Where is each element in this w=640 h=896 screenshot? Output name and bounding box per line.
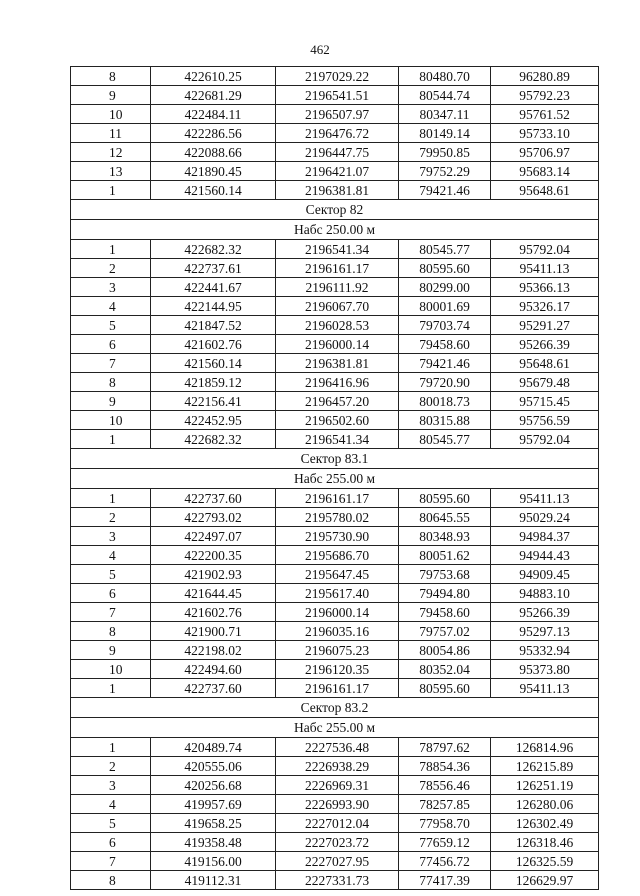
coord-local-y: 94984.37: [491, 527, 599, 546]
coord-y: 2195647.45: [276, 565, 399, 584]
table-row: [71, 603, 599, 622]
coord-y: 2196120.35: [276, 660, 399, 679]
point-number: 11: [71, 124, 151, 143]
coord-y: 2196541.34: [276, 240, 399, 259]
coord-x: 421890.45: [151, 162, 276, 181]
table-row: [71, 871, 599, 890]
coord-local-x: 80545.77: [399, 430, 491, 449]
point-number: 3: [71, 527, 151, 546]
coord-local-x: 78257.85: [399, 795, 491, 814]
coord-y: 2196161.17: [276, 489, 399, 508]
coord-x: 422737.60: [151, 679, 276, 698]
sector-height-row: [71, 469, 599, 489]
table-row: [71, 565, 599, 584]
point-number: 7: [71, 603, 151, 622]
coord-y: 2196000.14: [276, 335, 399, 354]
table-row: [71, 316, 599, 335]
coord-y: 2227331.73: [276, 871, 399, 890]
table-row: [71, 181, 599, 200]
coord-y: 2196416.96: [276, 373, 399, 392]
coord-local-y: 95792.23: [491, 86, 599, 105]
point-number: 6: [71, 833, 151, 852]
sector-title-row: [71, 200, 599, 220]
sector-title-row: [71, 698, 599, 718]
coord-local-y: 95648.61: [491, 354, 599, 373]
coord-x: 422286.56: [151, 124, 276, 143]
coord-local-y: 126325.59: [491, 852, 599, 871]
coord-local-x: 79421.46: [399, 354, 491, 373]
coord-local-y: 95715.45: [491, 392, 599, 411]
table-row: [71, 373, 599, 392]
coord-x: 422737.61: [151, 259, 276, 278]
point-number: 12: [71, 143, 151, 162]
point-number: 1: [71, 489, 151, 508]
coord-local-y: 95679.48: [491, 373, 599, 392]
coord-local-y: 95266.39: [491, 335, 599, 354]
coord-local-x: 79752.29: [399, 162, 491, 181]
coord-local-x: 78797.62: [399, 738, 491, 757]
coord-y: 2196541.51: [276, 86, 399, 105]
coord-x: 420489.74: [151, 738, 276, 757]
coord-x: 419358.48: [151, 833, 276, 852]
table-row: [71, 354, 599, 373]
table-row: [71, 240, 599, 259]
coord-x: 419156.00: [151, 852, 276, 871]
table-row: [71, 833, 599, 852]
table-row: [71, 86, 599, 105]
sector-title: Сектор 82: [71, 200, 599, 220]
coord-x: 422681.29: [151, 86, 276, 105]
coord-y: 2226993.90: [276, 795, 399, 814]
coord-local-x: 80595.60: [399, 679, 491, 698]
coord-y: 2195730.90: [276, 527, 399, 546]
coord-local-y: 95648.61: [491, 181, 599, 200]
coord-local-x: 80544.74: [399, 86, 491, 105]
coord-local-y: 95373.80: [491, 660, 599, 679]
point-number: 9: [71, 641, 151, 660]
table-row: [71, 124, 599, 143]
point-number: 6: [71, 335, 151, 354]
coord-x: 421602.76: [151, 603, 276, 622]
coord-local-x: 80352.04: [399, 660, 491, 679]
coord-x: 422144.95: [151, 297, 276, 316]
point-number: 13: [71, 162, 151, 181]
point-number: 1: [71, 181, 151, 200]
point-number: 1: [71, 240, 151, 259]
coord-x: 421900.71: [151, 622, 276, 641]
table-row: [71, 546, 599, 565]
point-number: 2: [71, 259, 151, 278]
coord-local-y: 95326.17: [491, 297, 599, 316]
coord-y: 2196541.34: [276, 430, 399, 449]
sector-title-row: [71, 449, 599, 469]
table-row: [71, 67, 599, 86]
coord-local-x: 80595.60: [399, 259, 491, 278]
coord-local-x: 80054.86: [399, 641, 491, 660]
point-number: 10: [71, 105, 151, 124]
point-number: 7: [71, 354, 151, 373]
coord-local-y: 95411.13: [491, 679, 599, 698]
table-row: [71, 392, 599, 411]
coord-y: 2227012.04: [276, 814, 399, 833]
coord-y: 2227536.48: [276, 738, 399, 757]
coord-y: 2197029.22: [276, 67, 399, 86]
point-number: 4: [71, 795, 151, 814]
table-row: [71, 679, 599, 698]
coord-x: 422200.35: [151, 546, 276, 565]
coord-local-x: 80480.70: [399, 67, 491, 86]
coord-local-x: 80149.14: [399, 124, 491, 143]
coord-x: 420256.68: [151, 776, 276, 795]
point-number: 9: [71, 86, 151, 105]
coord-local-y: 126629.97: [491, 871, 599, 890]
table-row: [71, 162, 599, 181]
table-row: [71, 143, 599, 162]
sector-height: Набс 255.00 м: [71, 469, 599, 489]
coord-x: 421902.93: [151, 565, 276, 584]
table-row: [71, 776, 599, 795]
coord-x: 422088.66: [151, 143, 276, 162]
coord-local-x: 80595.60: [399, 489, 491, 508]
coord-local-y: 94909.45: [491, 565, 599, 584]
point-number: 6: [71, 584, 151, 603]
coord-local-x: 80299.00: [399, 278, 491, 297]
coord-y: 2226969.31: [276, 776, 399, 795]
coord-y: 2196067.70: [276, 297, 399, 316]
table-row: [71, 641, 599, 660]
coord-y: 2196421.07: [276, 162, 399, 181]
table-row: [71, 105, 599, 124]
coord-y: 2195780.02: [276, 508, 399, 527]
coord-y: 2196161.17: [276, 679, 399, 698]
table-row: [71, 489, 599, 508]
coord-local-y: 95792.04: [491, 430, 599, 449]
point-number: 5: [71, 316, 151, 335]
coord-local-x: 79458.60: [399, 335, 491, 354]
coord-y: 2196507.97: [276, 105, 399, 124]
coord-local-y: 95297.13: [491, 622, 599, 641]
point-number: 8: [71, 67, 151, 86]
coord-y: 2196111.92: [276, 278, 399, 297]
point-number: 1: [71, 738, 151, 757]
coord-local-y: 95792.04: [491, 240, 599, 259]
coord-local-y: 95366.13: [491, 278, 599, 297]
coord-y: 2196381.81: [276, 181, 399, 200]
coord-local-y: 126318.46: [491, 833, 599, 852]
coord-local-x: 78556.46: [399, 776, 491, 795]
coord-x: 422737.60: [151, 489, 276, 508]
coord-y: 2226938.29: [276, 757, 399, 776]
point-number: 8: [71, 373, 151, 392]
coord-x: 421560.14: [151, 181, 276, 200]
coord-y: 2196502.60: [276, 411, 399, 430]
coord-local-x: 80001.69: [399, 297, 491, 316]
coord-x: 422682.32: [151, 430, 276, 449]
coord-local-x: 77456.72: [399, 852, 491, 871]
table-row: [71, 738, 599, 757]
coord-local-y: 95756.59: [491, 411, 599, 430]
page-number: 462: [310, 42, 330, 57]
point-number: 10: [71, 411, 151, 430]
coord-x: 422156.41: [151, 392, 276, 411]
point-number: 8: [71, 622, 151, 641]
coord-local-y: 95733.10: [491, 124, 599, 143]
table-row: [71, 508, 599, 527]
coord-local-x: 77659.12: [399, 833, 491, 852]
coord-local-x: 79458.60: [399, 603, 491, 622]
coord-local-y: 126280.06: [491, 795, 599, 814]
coord-local-x: 78854.36: [399, 757, 491, 776]
coord-y: 2196447.75: [276, 143, 399, 162]
coord-local-y: 95029.24: [491, 508, 599, 527]
coord-y: 2196161.17: [276, 259, 399, 278]
coord-local-y: 95411.13: [491, 259, 599, 278]
point-number: 7: [71, 852, 151, 871]
point-number: 4: [71, 297, 151, 316]
coord-x: 422494.60: [151, 660, 276, 679]
coord-local-x: 80315.88: [399, 411, 491, 430]
table-row: [71, 297, 599, 316]
coord-local-x: 79950.85: [399, 143, 491, 162]
coord-x: 421560.14: [151, 354, 276, 373]
coord-x: 422610.25: [151, 67, 276, 86]
point-number: 10: [71, 660, 151, 679]
point-number: 3: [71, 278, 151, 297]
table-row: [71, 527, 599, 546]
coord-local-y: 95266.39: [491, 603, 599, 622]
coord-y: 2195617.40: [276, 584, 399, 603]
table-row: [71, 430, 599, 449]
coord-local-x: 80645.55: [399, 508, 491, 527]
coord-x: 422682.32: [151, 240, 276, 259]
sector-height-row: [71, 718, 599, 738]
coordinates-table-body: [71, 67, 599, 890]
coord-local-x: 79720.90: [399, 373, 491, 392]
coord-local-y: 94883.10: [491, 584, 599, 603]
coord-x: 419658.25: [151, 814, 276, 833]
point-number: 5: [71, 814, 151, 833]
coord-x: 421602.76: [151, 335, 276, 354]
coord-y: 2196000.14: [276, 603, 399, 622]
sector-height: Набс 255.00 м: [71, 718, 599, 738]
table-row: [71, 335, 599, 354]
coord-x: 421847.52: [151, 316, 276, 335]
coord-local-y: 126215.89: [491, 757, 599, 776]
table-row: [71, 660, 599, 679]
table-row: [71, 814, 599, 833]
coord-local-y: 126814.96: [491, 738, 599, 757]
coord-local-y: 126302.49: [491, 814, 599, 833]
coord-local-y: 95683.14: [491, 162, 599, 181]
coord-local-x: 79494.80: [399, 584, 491, 603]
coord-y: 2196075.23: [276, 641, 399, 660]
coord-local-x: 79421.46: [399, 181, 491, 200]
coord-y: 2227023.72: [276, 833, 399, 852]
coord-local-y: 95411.13: [491, 489, 599, 508]
sector-height: Набс 250.00 м: [71, 220, 599, 240]
coord-local-x: 80018.73: [399, 392, 491, 411]
coord-local-y: 95706.97: [491, 143, 599, 162]
sector-height-row: [71, 220, 599, 240]
coord-x: 422793.02: [151, 508, 276, 527]
sector-title: Сектор 83.2: [71, 698, 599, 718]
coord-x: 422484.11: [151, 105, 276, 124]
coord-x: 421644.45: [151, 584, 276, 603]
table-row: [71, 795, 599, 814]
point-number: 9: [71, 392, 151, 411]
table-row: [71, 622, 599, 641]
coord-y: 2196035.16: [276, 622, 399, 641]
coord-y: 2196381.81: [276, 354, 399, 373]
coordinates-table: [70, 66, 599, 890]
coord-x: 419957.69: [151, 795, 276, 814]
table-row: [71, 411, 599, 430]
coord-y: 2196457.20: [276, 392, 399, 411]
sector-title: Сектор 83.1: [71, 449, 599, 469]
coord-local-x: 77417.39: [399, 871, 491, 890]
coord-x: 420555.06: [151, 757, 276, 776]
coord-local-x: 80051.62: [399, 546, 491, 565]
coord-y: 2196476.72: [276, 124, 399, 143]
coord-local-y: 95761.52: [491, 105, 599, 124]
coord-local-x: 79703.74: [399, 316, 491, 335]
coord-local-y: 126251.19: [491, 776, 599, 795]
point-number: 1: [71, 679, 151, 698]
coord-y: 2227027.95: [276, 852, 399, 871]
point-number: 2: [71, 508, 151, 527]
coord-x: 422497.07: [151, 527, 276, 546]
table-row: [71, 852, 599, 871]
coord-x: 421859.12: [151, 373, 276, 392]
coord-local-x: 77958.70: [399, 814, 491, 833]
coord-local-y: 95291.27: [491, 316, 599, 335]
point-number: 4: [71, 546, 151, 565]
coord-local-x: 80348.93: [399, 527, 491, 546]
coord-local-x: 80545.77: [399, 240, 491, 259]
coord-local-x: 80347.11: [399, 105, 491, 124]
point-number: 8: [71, 871, 151, 890]
table-row: [71, 278, 599, 297]
coord-x: 422198.02: [151, 641, 276, 660]
coord-x: 419112.31: [151, 871, 276, 890]
table-row: [71, 259, 599, 278]
point-number: 2: [71, 757, 151, 776]
coord-local-x: 79753.68: [399, 565, 491, 584]
coord-y: 2195686.70: [276, 546, 399, 565]
table-row: [71, 757, 599, 776]
point-number: 3: [71, 776, 151, 795]
coord-local-y: 95332.94: [491, 641, 599, 660]
coord-local-x: 79757.02: [399, 622, 491, 641]
coord-y: 2196028.53: [276, 316, 399, 335]
table-row: [71, 584, 599, 603]
point-number: 1: [71, 430, 151, 449]
coord-x: 422441.67: [151, 278, 276, 297]
point-number: 5: [71, 565, 151, 584]
coord-x: 422452.95: [151, 411, 276, 430]
coord-local-y: 96280.89: [491, 67, 599, 86]
coord-local-y: 94944.43: [491, 546, 599, 565]
